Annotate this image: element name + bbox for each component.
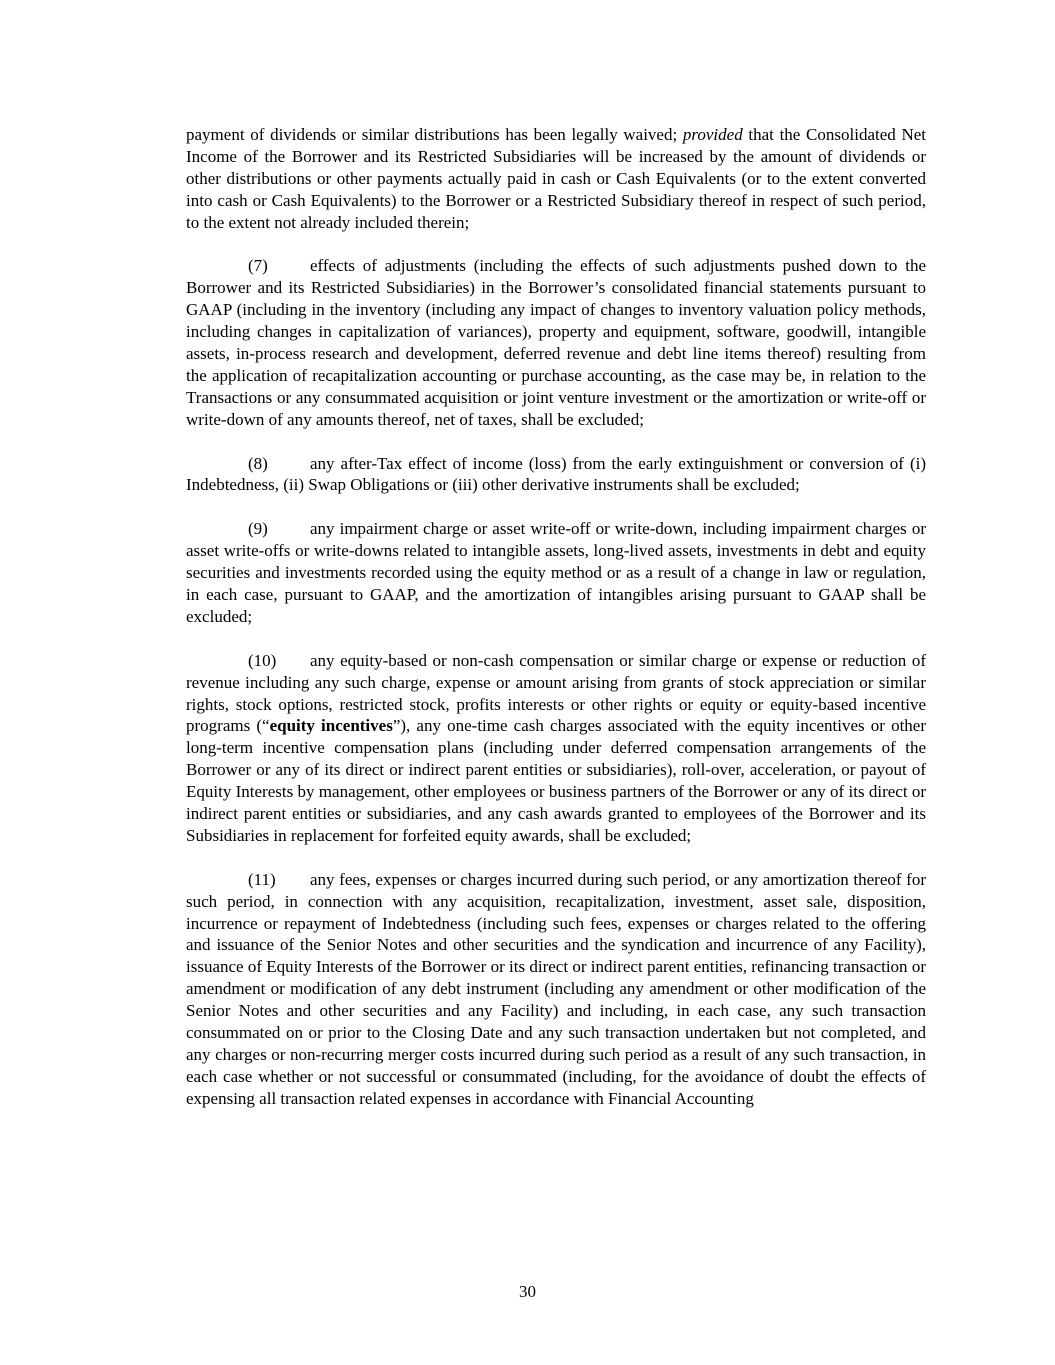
clause-8 xyxy=(186,453,926,497)
clause-10 xyxy=(186,650,926,847)
clause-number: (9) xyxy=(248,519,268,539)
paragraph-text: any after-Tax effect of income (loss) from the early extinguishment or conversion of (i) Indebtedness, (ii) Swap Obligations or (iii) other derivative instruments shall be excluded; xyxy=(186,453,926,495)
clause-11 xyxy=(186,869,926,1110)
clause-7 xyxy=(186,255,926,430)
paragraph-text: any fees, expenses or charges incurred during such period, or any amortization thereof for such period, in connection with any acquisition, recapitalization, investment, asset sale, disposition, incurrence or repayment of Indebtedness (including such fees, expenses or charges related to the offering and issuance of the Senior Notes and other securities and the syndication and incurrence of any Facility), issuance of Equity Interests of the Borrower or its direct or indirect parent entities, refinancing transaction or amendment or modification of any debt instrument (including any amendment or other modification of the Senior Notes and other securities and any Facility) and including, in each case, any such transaction consummated on or prior to the Closing Date and any such transaction undertaken but not completed, and any charges or non-recurring merger costs incurred during such period as a result of any such transaction, in each case whether or not successful or consummated (including, for the avoidance of doubt the effects of expensing all transaction related expenses in accordance with Financial Accounting xyxy=(186,869,926,1108)
clause-number: (11) xyxy=(248,869,276,889)
paragraph-text: payment of dividends or similar distributions has been legally waived; xyxy=(186,125,683,144)
paragraph-text: any impairment charge or asset write-off or write-down, including impairment charges or asset write-offs or write-downs related to intangible assets, long-lived assets, investments in debt and equity securities and investments recorded using the equity method or as a result of a change in law or regulation, in each case, pursuant to GAAP, and the amortization of intangibles arising pursuant to GAAP shall be excluded; xyxy=(186,519,926,626)
clause-number: (7) xyxy=(248,256,268,276)
paragraph-text: effects of adjustments (including the effects of such adjustments pushed down to the Borrower and its Restricted Subsidiaries) in the Borrower’s consolidated financial statements pursuant to GAAP (including in the inventory (including any impact of changes to inventory valuation policy methods, including changes in capitalization of variances), property and equipment, software, goodwill, intangible assets, in-process research and development, deferred revenue and debt line items thereof) resulting from the application of recapitalization accounting or purchase accounting, as the case may be, in relation to the Transactions or any consummated acquisition or joint venture investment or the amortization or write-off or write-down of any amounts thereof, net of taxes, shall be excluded; xyxy=(186,256,926,429)
paragraph-text: that the Consolidated Net Income of the Borrower and its Restricted Subsidiaries will be increased by the amount of dividends or other distributions or other payments actually paid in cash or Cash Equivalents (or to the extent converted into cash or Cash Equivalents) to the Borrower or a Restricted Subsidiary thereof in respect of such period, to the extent not already included therein; xyxy=(186,125,926,232)
document-body xyxy=(186,124,926,1110)
clause-number: (10) xyxy=(248,650,277,670)
clause-number: (8) xyxy=(248,453,268,473)
page-number: 30 xyxy=(519,1282,536,1301)
paragraph-continuation xyxy=(186,124,926,234)
defined-term-italic: provided xyxy=(682,125,743,144)
paragraph-text: ”), any one-time cash charges associated with the equity incentives or other long-term incentive compensation plans (including under deferred compensation arrangements of the Borrower or any of its direct or indirect parent entities or subsidiaries), roll-over, acceleration, or payout of Equity Interests by management, other employees or business partners of the Borrower or any of its direct or indirect parent entities or subsidiaries, and any cash awards granted to employees of the Borrower and its Subsidiaries in replacement for forfeited equity awards, shall be excluded; xyxy=(186,716,927,845)
clause-9 xyxy=(186,518,926,628)
defined-term-bold: equity incentives xyxy=(269,716,393,736)
paragraph-text: any equity-based or non-cash compensation or similar charge or expense or reduction of revenue including any such charge, expense or amount arising from grants of stock appreciation or similar rights, stock options, restricted stock, profits interests or other rights or equity or equity-based incentive programs (“ xyxy=(186,650,926,736)
